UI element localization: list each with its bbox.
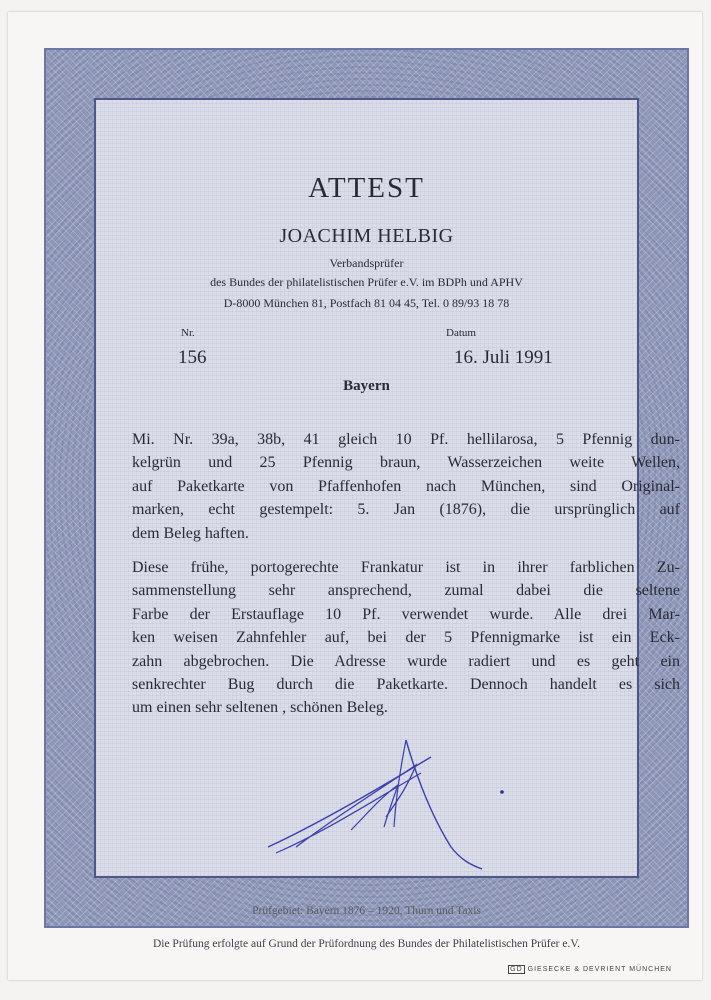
certificate-title: ATTEST: [308, 172, 425, 204]
certificate-content: [96, 100, 680, 950]
inner-frame: [94, 98, 680, 950]
certificate-sheet: [8, 12, 702, 980]
examiner-address: D-8000 München 81, Postfach 81 04 45, Tel. 0 89/93 18 78: [223, 296, 510, 310]
examination-region: Bayern: [343, 378, 390, 394]
examiner-name: JOACHIM HELBIG: [279, 225, 454, 247]
guilloche-border: [44, 48, 689, 950]
printer-mark: [508, 965, 672, 974]
description-paragraph-1: [132, 428, 680, 545]
printer-logo-icon: GD: [510, 966, 523, 973]
description-paragraph-2: [132, 556, 680, 720]
examiner-signature: [256, 735, 516, 885]
examination-regulation: Die Prüfung erfolgte auf Grund der Prüfordnung des Bundes der Philatelistischen Prüfer e.V.: [152, 938, 581, 950]
paragraph-line: marken, echt gestempelt: 5. Jan (1876), die ursprünglich auf: [132, 501, 680, 519]
paragraph-line: um einen sehr seltenen , schönen Beleg.: [132, 699, 388, 717]
examiner-role: Verbandsprüfer: [329, 256, 404, 270]
certificate-number: 156: [178, 347, 207, 368]
examination-scope: Prüfgebiet: Bayern 1876 – 1920, Thurn und Taxis: [252, 905, 481, 917]
examiner-association: des Bundes der philatelistischen Prüfer e.V. im BDPh und APHV: [210, 275, 523, 289]
paragraph-line: sammenstellung sehr ansprechend, zumal dabei die seltene: [132, 582, 680, 600]
printer-mark-text: GIESECKE & DEVRIENT MÜNCHEN: [527, 966, 672, 973]
datum-label: Datum: [446, 327, 476, 339]
paragraph-line: zahn abgebrochen. Die Adresse wurde radiert und es geht ein: [132, 652, 680, 670]
paragraph-line: Farbe der Erstauflage 10 Pf. verwendet wurde. Alle drei Mar-: [132, 605, 680, 623]
paragraph-line: ken weisen Zahnfehler auf, bei der 5 Pfennigmarke ist ein Eck-: [132, 629, 680, 647]
paragraph-line: auf Paketkarte von Pfaffenhofen nach München, sind Original-: [132, 477, 680, 495]
certificate-date: 16. Juli 1991: [454, 347, 553, 368]
nr-label: Nr.: [181, 327, 195, 339]
paragraph-line: Mi. Nr. 39a, 38b, 41 gleich 10 Pf. hellilarosa, 5 Pfennig dun-: [132, 431, 680, 448]
paragraph-line: Diese frühe, portogerechte Frankatur ist in ihrer farblichen Zu-: [132, 559, 680, 576]
paragraph-line: dem Beleg haften.: [132, 524, 249, 542]
paragraph-line: senkrechter Bug durch die Paketkarte. Dennoch handelt es sich: [132, 676, 680, 694]
paragraph-line: kelgrün und 25 Pfennig braun, Wasserzeichen weite Wellen,: [132, 454, 680, 472]
